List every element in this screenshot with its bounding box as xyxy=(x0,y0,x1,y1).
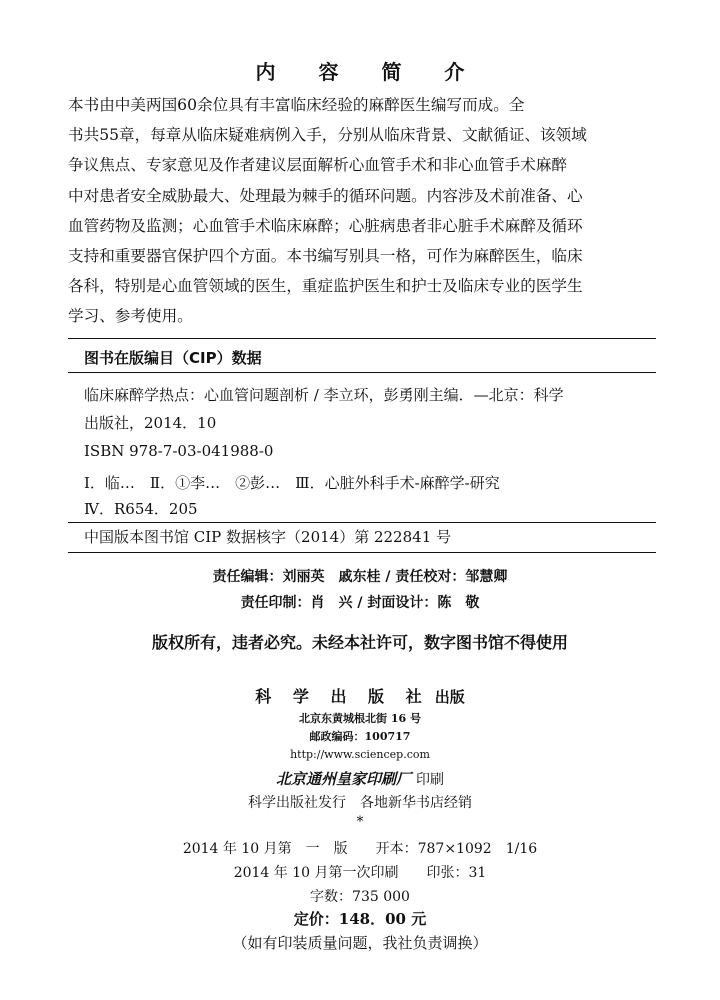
divider-bottom xyxy=(68,552,656,553)
divider-cip xyxy=(68,372,656,373)
copyright-notice: 版权所有，违者必究。未经本社许可，数字图书馆不得使用 xyxy=(151,633,568,652)
abstract-text xyxy=(68,90,656,332)
cip-heading: 图书在版编目（CIP）数据 xyxy=(84,349,262,367)
printer-suffix: 印刷 xyxy=(416,772,445,788)
abstract-line: 争议焦点、专家意见及作者建议层面解析心血管手术和非心血管手术麻醉 xyxy=(68,156,568,175)
separator-star: * xyxy=(356,814,364,830)
publisher-line xyxy=(0,684,720,707)
editor-credits: 责任编辑：刘丽英 戚东桂 / 责任校对：邹慧卿 xyxy=(212,569,508,585)
quality-notice: （如有印装质量问题，我社负责调换） xyxy=(232,934,488,952)
publisher-postcode: 邮政编码：100717 xyxy=(309,730,411,743)
cip-title-line: 出版社，2014．10 xyxy=(84,414,217,432)
abstract-line: 各科，特别是心血管领域的医生，重症监护医生和护士及临床专业的医学生 xyxy=(68,277,583,296)
page-title: 内 容 简 介 xyxy=(255,60,483,84)
edition-line: 2014 年 10 月第 一 版 开本：787×1092 1/16 xyxy=(182,841,538,857)
divider-top xyxy=(68,338,656,339)
printing-line: 2014 年 10 月第一次印刷 印张：31 xyxy=(233,865,487,881)
distribution-line: 科学出版社发行 各地新华书店经销 xyxy=(248,795,472,811)
cip-classification: Ⅰ．临… Ⅱ．①李… ②彭… Ⅲ．心脏外科手术-麻醉学-研究 xyxy=(84,474,500,492)
publisher-url: http://www.sciencep.com xyxy=(290,748,430,761)
price: 定价：148．00 元 xyxy=(293,910,427,928)
abstract-line: 支持和重要器官保护四个方面。本书编写别具一格，可作为麻醉医生，临床 xyxy=(68,247,583,266)
abstract-line: 学习、参考使用。 xyxy=(68,307,193,326)
cip-classification: Ⅳ．R654．205 xyxy=(84,500,198,518)
publisher-suffix: 出版 xyxy=(434,688,465,706)
abstract-line: 中对患者安全威胁最大、处理最为棘手的循环问题。内容涉及术前准备、心 xyxy=(68,186,583,205)
abstract-line: 血管药物及监测；心血管手术临床麻醉；心脏病患者非心脏手术麻醉及循环 xyxy=(68,216,583,235)
printer-line xyxy=(0,768,720,789)
cip-record-number: 中国版本图书馆 CIP 数据核字（2014）第 222841 号 xyxy=(84,528,452,546)
production-credits: 责任印制：肖 兴 / 封面设计：陈 敬 xyxy=(240,595,480,611)
publisher-name: 科 学 出 版 社 xyxy=(255,687,430,706)
cip-title-line: 临床麻醉学热点：心血管问题剖析 / 李立环，彭勇刚主编．—北京：科学 xyxy=(84,386,564,404)
divider-record xyxy=(68,522,656,523)
printer-name: 北京通州皇家印刷厂 xyxy=(275,770,411,788)
abstract-line: 本书由中美两国60余位具有丰富临床经验的麻醉医生编写而成。全 xyxy=(68,96,525,114)
word-count: 字数：735 000 xyxy=(310,889,410,905)
abstract-line: 书共55章，每章从临床疑难病例入手，分别从临床背景、文献循证、该领域 xyxy=(68,126,587,145)
publisher-address: 北京东黄城根北街 16 号 xyxy=(299,712,421,725)
isbn: ISBN 978-7-03-041988-0 xyxy=(84,442,274,460)
